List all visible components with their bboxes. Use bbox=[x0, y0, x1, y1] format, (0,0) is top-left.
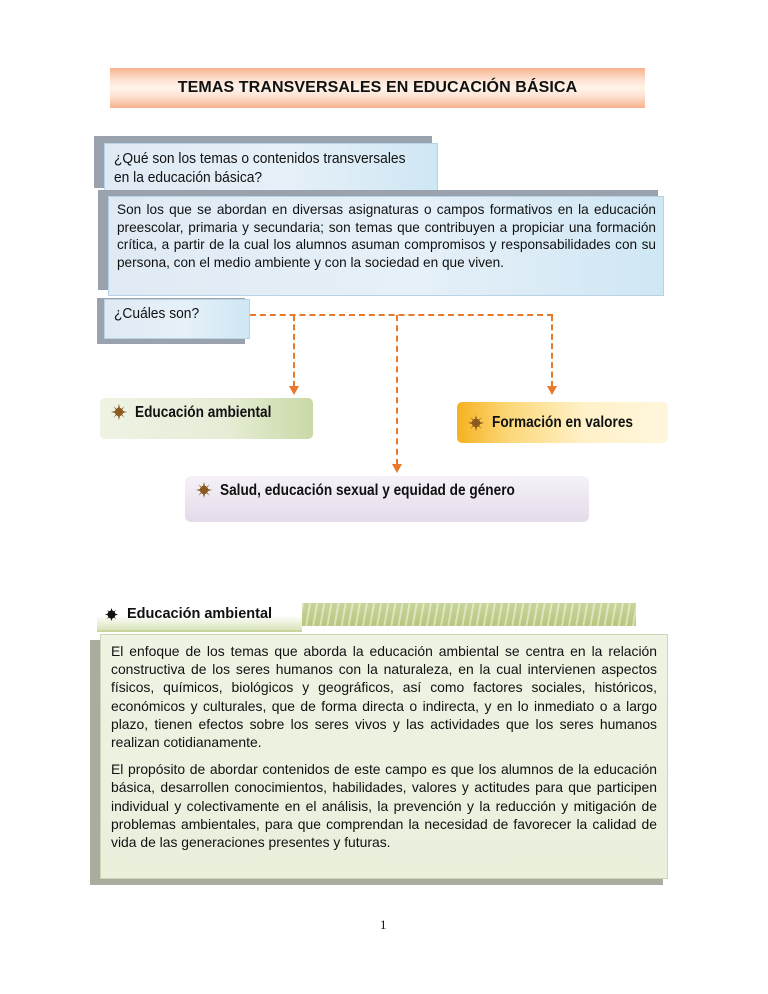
arrow-right bbox=[547, 386, 557, 395]
arrow-left bbox=[289, 386, 299, 395]
connector-left bbox=[293, 315, 295, 387]
section-heading-label: Educación ambiental bbox=[127, 606, 273, 622]
sunburst-icon bbox=[196, 482, 212, 498]
section-paragraph-2: El propósito de abordar contenidos de este campo es que los alumnos de la educación básica, desarrollen conocimientos, habilidades, valores y actitudes para que participen individual y colectivamente en el análisis, la prevención y la reducción y mitigación de problemas ambientales, para que comprendan la necesidad de favorecer la calidad de vida de las generaciones presentes y futuras. bbox=[111, 761, 657, 851]
sunburst-icon bbox=[105, 608, 118, 621]
connector-middle bbox=[396, 315, 398, 465]
category-label-salud: Salud, educación sexual y equidad de género bbox=[220, 482, 515, 499]
arrow-middle bbox=[392, 464, 402, 473]
answer1-box bbox=[108, 196, 664, 296]
section-paragraph-1: El enfoque de los temas que aborda la educación ambiental se centra en la relación constructiva de los seres humanos con la naturaleza, en la cual intervienen aspectos físicos, químicos, biológicos y geográficos, así como factores sociales, históricos, económicos y culturales, que de forma directa o indirecta, y en lo inmediato o a largo plazo, tienen efectos sobre los seres vivos y las actividades que los seres humanos realizan cotidianamente. bbox=[111, 643, 657, 751]
question1-line1: ¿Qué son los temas o contenidos transversales bbox=[114, 150, 406, 167]
question1-box bbox=[104, 143, 438, 195]
category-salud bbox=[185, 476, 589, 522]
category-label-valores: Formación en valores bbox=[492, 413, 634, 431]
decorative-strip bbox=[302, 603, 636, 626]
sunburst-icon bbox=[111, 404, 127, 420]
question2-text: ¿Cuáles son? bbox=[114, 305, 200, 322]
section-heading bbox=[97, 598, 302, 632]
section-content-box bbox=[100, 634, 668, 879]
category-educacion-ambiental bbox=[100, 398, 313, 439]
title-banner bbox=[110, 68, 645, 108]
answer1-text: Son los que se abordan en diversas asignaturas o campos formativos en la educación preescolar, primaria y secundaria; son temas que contribuyen a propiciar una formación crítica, a partir de la cual los alumnos asuman compromisos y responsabilidades con su persona, con el medio ambiente y con la sociedad en que viven. bbox=[117, 202, 656, 270]
page-number: 1 bbox=[380, 917, 387, 932]
category-formacion-valores bbox=[457, 402, 668, 443]
connector-right bbox=[551, 315, 553, 387]
page-title: TEMAS TRANSVERSALES EN EDUCACIÓN BÁSICA bbox=[177, 79, 578, 96]
sunburst-icon bbox=[468, 415, 484, 431]
question1-line2: en la educación básica? bbox=[114, 169, 263, 186]
question2-box bbox=[104, 299, 250, 339]
category-label-ambiental: Educación ambiental bbox=[135, 404, 272, 421]
connector-horizontal bbox=[250, 314, 553, 316]
